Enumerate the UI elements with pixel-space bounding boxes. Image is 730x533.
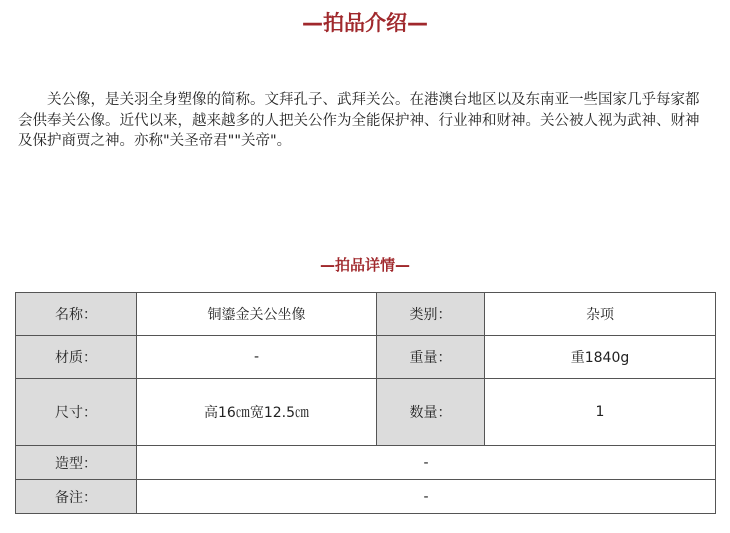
material-value: - (137, 336, 377, 379)
material-label: 材质： (16, 336, 137, 379)
category-value: 杂项 (485, 293, 716, 336)
table-row-shape (16, 446, 716, 480)
size-value: 高16㎝宽12.5㎝ (137, 379, 377, 446)
quantity-value: 1 (485, 379, 716, 446)
table-row-material (16, 336, 716, 379)
detail-table (15, 292, 716, 514)
name-value: 铜鎏金关公坐像 (137, 293, 377, 336)
shape-label: 造型： (16, 446, 137, 480)
quantity-label: 数量： (377, 379, 485, 446)
table-row-name (16, 293, 716, 336)
remarks-label: 备注： (16, 480, 137, 514)
shape-value: - (137, 446, 716, 480)
weight-value: 重1840g (485, 336, 716, 379)
table-row-remarks (16, 480, 716, 514)
intro-section-title: —拍品介绍— (302, 11, 428, 35)
table-row-size (16, 379, 716, 446)
category-label: 类别： (377, 293, 485, 336)
size-label: 尺寸： (16, 379, 137, 446)
intro-paragraph: 关公像，是关羽全身塑像的简称。文拜孔子、武拜关公。在港澳台地区以及东南亚一些国家几乎每家都会供奉关公像。近代以来，越来越多的人把关公作为全能保护神、行业神和财神。关公被人视为武神、财神及保护商贾之神。亦称"关圣帝君""关帝"。 (18, 92, 700, 149)
weight-label: 重量： (377, 336, 485, 379)
name-label: 名称： (16, 293, 137, 336)
detail-section-title: —拍品详情— (319, 256, 410, 274)
remarks-value: - (137, 480, 716, 514)
